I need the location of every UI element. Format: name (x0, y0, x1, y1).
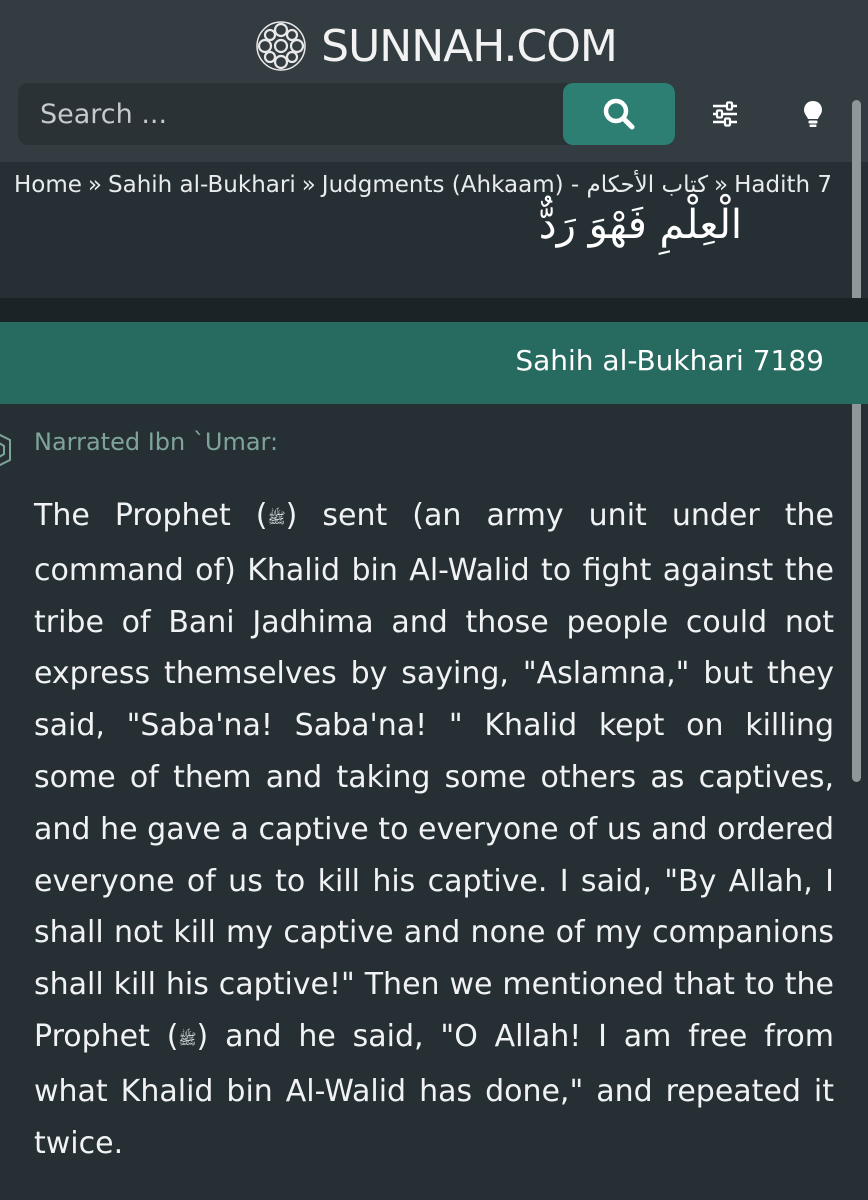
breadcrumb-separator: » (714, 172, 729, 198)
site-logo[interactable] (0, 14, 868, 78)
site-name: SUNNAH.COM (321, 20, 617, 72)
magnifier-icon (602, 97, 636, 131)
pbuh-ligature: ﷺ (267, 509, 286, 527)
display-settings-button[interactable] (697, 88, 753, 140)
sliders-icon (711, 101, 739, 127)
narrator-line: Narrated Ibn `Umar: (34, 428, 279, 456)
theme-toggle-button[interactable] (785, 88, 841, 140)
breadcrumb-home[interactable]: Home (14, 172, 82, 198)
search-bar (18, 83, 675, 145)
hadith-text-part: The Prophet ( (34, 498, 268, 533)
hadith-text-part: ) sent (an army unit under the command of) Khalid bin Al-Walid to fight against the tribe of Bani Jadhima and those people could not express themselves by saying, "Aslamna," but they said, "Saba'na! Saba'na! " Khalid kept on killing some of them and taking some others as captives, and he gave a captive to everyone of us and ordered everyone of us to kill his captive. I said, "By Allah, I shall not kill my captive and none of my companions shall kill his captive!" Then we mentioned that to the Prophet ( (34, 498, 834, 1054)
search-button[interactable] (563, 83, 675, 145)
breadcrumb-separator: » (87, 172, 102, 198)
side-ornament-icon (0, 428, 18, 472)
lightbulb-icon (802, 99, 824, 129)
chapter-title-arabic: الْعِلْمِ فَهْوَ رَدٌّ (538, 202, 742, 248)
site-header (0, 0, 868, 162)
breadcrumb-collection[interactable]: Sahih al-Bukhari (108, 172, 296, 198)
breadcrumb-hadith: Hadith 7 (734, 172, 833, 198)
pbuh-ligature: ﷺ (178, 1029, 197, 1048)
section-divider (0, 298, 868, 322)
geometric-pattern-logo-icon (251, 16, 311, 76)
hadith-reference-title: Sahih al-Bukhari 7189 (515, 344, 824, 377)
search-input[interactable] (18, 83, 563, 145)
hadith-english-text (34, 490, 834, 1169)
hadith-reference-band (0, 322, 868, 404)
breadcrumb-book[interactable]: Judgments (Ahkaam) - كتاب الأحكام (321, 172, 709, 198)
hadith-text-part: ) and he said, "O Allah! I am free from what Khalid bin Al-Walid has done," and repeated it twice. (34, 1018, 834, 1161)
breadcrumb-separator: » (301, 172, 316, 198)
